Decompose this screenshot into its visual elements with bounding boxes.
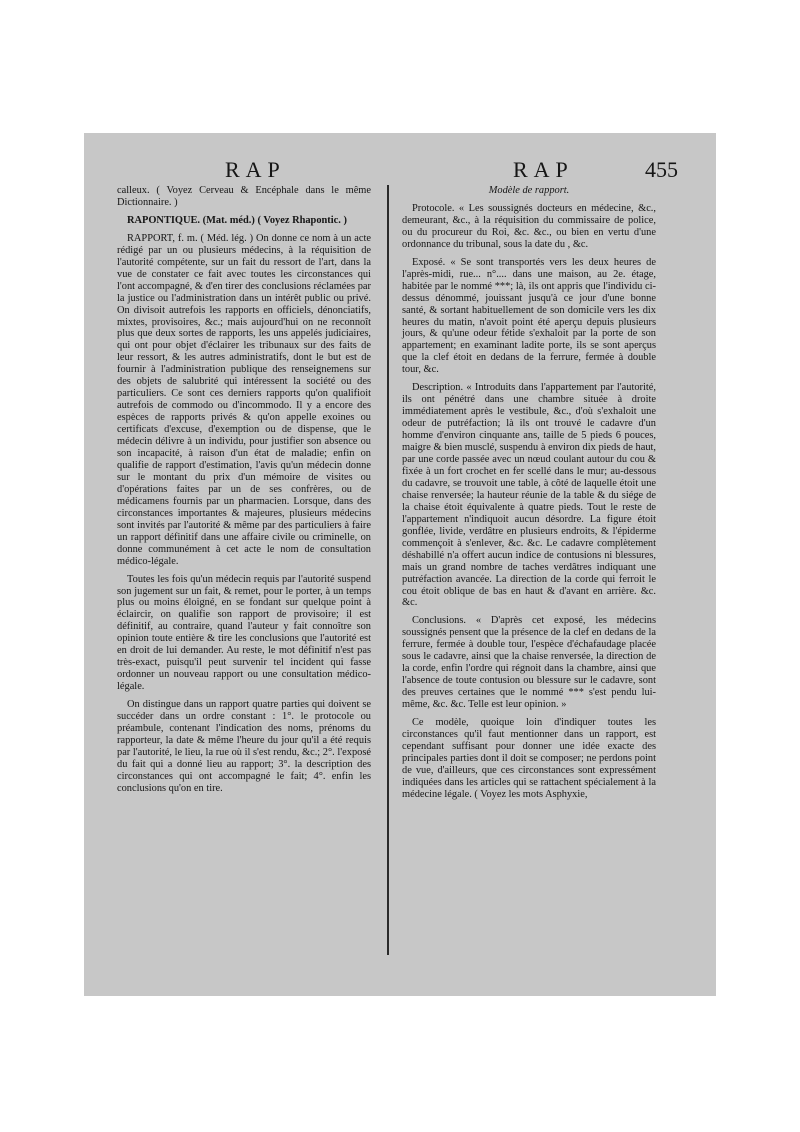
entry-rapport: RAPPORT, f. m. ( Méd. lég. ) On donne ce nom à un acte rédigé par un ou plusieurs médecins, à la réquisition de l'autorité compétente, sur un fait du ressort de l'art, dans la vue de constater ce fait avec toutes les circonstances qui l'ont accompagné, & d'en tirer des conclusions réclamées par la justice ou l'administration dans un intérêt public ou privé. On divisoit autrefois les rapports en officiels, dénonciatifs, mixtes, provisoires, &c.; mais aujourd'hui on ne reconnoît plus que deux sortes de rapports, les uns appelés judiciaires, qui ont pour objet d'éclairer les tribunaux sur des faits de leur ressort, & les autres administratifs, dont le but est de fournir à l'administration publique des renseignemens sur des objets de salubrité qui intéressent la société ou des particuliers. Ce sont ces derniers rapports qu'on qualifioit autrefois de commodo ou d'incommodo. Il y a encore des espèces de rapports privés & qu'on appelle exoines ou certificats d'excuse, d'exemption ou de dispense, que le médecin délivre à un individu, pour justifier son absence ou son incapacité, à raison d'un état de maladie; enfin on qualifie de rapport d'estimation, l'avis qu'un médecin donne sur le montant du prix d'un mémoire de visites ou d'opérations faites par un de ses confrères, ou de médicamens fournis par un pharmacien. Lorsque, dans des circonstances importantes & majeures, plusieurs médecins sont invités par l'autorité & même par des particuliers à faire un rapport définitif dans une affaire civile ou criminelle, on donne communément à cet acte le nom de consultation médico-légale. (117, 232, 371, 567)
paragraph-expose: Exposé. « Se sont transportés vers les deux heures de l'après-midi, rue... n°.... dans une maison, au 2e. étage, habitée par le nommé ***; là, ils ont appris que l'individu ci-dessus dénommé, jouissant jusqu'à ce jour d'une bonne santé, & sortant habituellement de son domicile vers les dix heures du matin, n'avoit point été aperçu depuis plusieurs jours, & qu'une odeur fétide s'exhaloit par la porte de son appartement; en examinant ladite porte, ils se sont aperçus que la clef étoit en dedans de la ferrure, fermée à double tour, &c. (402, 256, 656, 376)
paragraph-description: Description. « Introduits dans l'appartement par l'autorité, ils ont pénétré dans une chambre située à droite immédiatement après le vestibule, &c., d'où s'exhaloit une odeur de putréfaction; là ils ont trouvé le cadavre d'un homme d'environ cinquante ans, taille de 5 pieds 6 pouces, maigre & bien musclé, suspendu à environ dix pieds de haut, par une corde passée avec un nœud coulant autour du cou & fixée à un fort crochet en fer scellé dans le mur; au-dessous du cadavre, se trouvoit une table, à côté de laquelle étoit une chaise renversée; la hauteur réunie de la table & du siége de la chaise étoit équivalente à quatre pieds. Tout le reste de l'appartement n'indiquoit aucun désordre. La figure étoit gonflée, livide, verdâtre en plusieurs endroits, & l'épiderme commençoit à s'enlever, &c. &c. Le cadavre complètement déshabillé n'a offert aucun indice de contusions ni blessures, mais un grand nombre de taches verdâtres indiquant une putréfaction avancée. La direction de la corde qui ferroit le cou étoit oblique de bas en haut & d'avant en arrière. &c. &c. (402, 382, 656, 609)
left-column (117, 185, 371, 795)
paragraph-modele: Ce modèle, quoique loin d'indiquer toutes les circonstances qu'il faut mentionner dans un rapport, est cependant suffisant pour donner une idée exacte des principales parties dont il doit se composer; ne perdons point de vue, d'ailleurs, que ces circonstances sont expressément indiquées dans les articles qui se rattachent spécialement à la médecine légale. ( Voyez les mots Asphyxie, (402, 717, 656, 800)
paragraph-conclusions: Conclusions. « D'après cet exposé, les médecins soussignés pensent que la présence de la clef en dedans de la ferrure, fermée à double tour, l'espèce d'échafaudage placée sous le cadavre, ainsi que la chaise renversée, la direction de la corde, enfin l'ordre qui régnoit dans la chambre, ainsi que l'absence de toute contusion ou blessure sur le cadavre, sont des preuves certaines que le nommé *** s'est pendu lui-même, &c. &c. Telle est leur opinion. » (402, 615, 656, 711)
entry-rapontique: RAPONTIQUE. (Mat. méd.) ( Voyez Rhapontic. ) (127, 214, 347, 226)
paragraph-parties: On distingue dans un rapport quatre parties qui doivent se succéder dans un ordre constant : 1°. le protocole ou préambule, contenant l'indication des noms, prénoms du rapporteur, la date & même l'heure du jour qu'il a été requis par l'autorité, le lieu, la rue où il s'est rendu, &c.; 2°. l'exposé du fait qui a donné lieu au rapport; 3°. la description des circonstances qui ont accompagné le fait; 4°. enfin les conclusions qu'on en tire. (117, 699, 371, 794)
header-right-title: RAP (513, 157, 574, 182)
paragraph-continuation: calleux. ( Voyez Cerveau & Encéphale dans le même Dictionnaire. ) (117, 185, 371, 208)
running-header (84, 157, 716, 187)
right-column (402, 185, 656, 801)
header-left-title: RAP (225, 157, 286, 182)
paragraph-provisoire: Toutes les fois qu'un médecin requis par l'autorité suspend son jugement sur un fait, & remet, pour le porter, à un temps plus ou moins éloigné, en se fondant sur quelque point à éclaircir, on qualifie son rapport de provisoire; il est définitif, au contraire, quand l'auteur y fait connoître son opinion toute entière & tire les conclusions que l'autorité est en droit de lui demander. Au reste, le mot définitif n'est pas très-exact, puisqu'il peut survenir tel incident qui fasse ordonner un nouveau rapport ou une consultation médico-légale. (117, 573, 371, 693)
column-divider (387, 185, 389, 955)
document-page (84, 133, 716, 996)
page-number: 455 (645, 157, 678, 182)
model-heading: Modèle de rapport. (488, 185, 570, 196)
paragraph-protocole: Protocole. « Les soussignés docteurs en médecine, &c., demeurant, &c., à la réquisition du commissaire de police, ou du procureur du Roi, &c. &c., ou bien en vertu d'une ordonnance du tribunal, sous la date du , &c. (402, 202, 656, 250)
